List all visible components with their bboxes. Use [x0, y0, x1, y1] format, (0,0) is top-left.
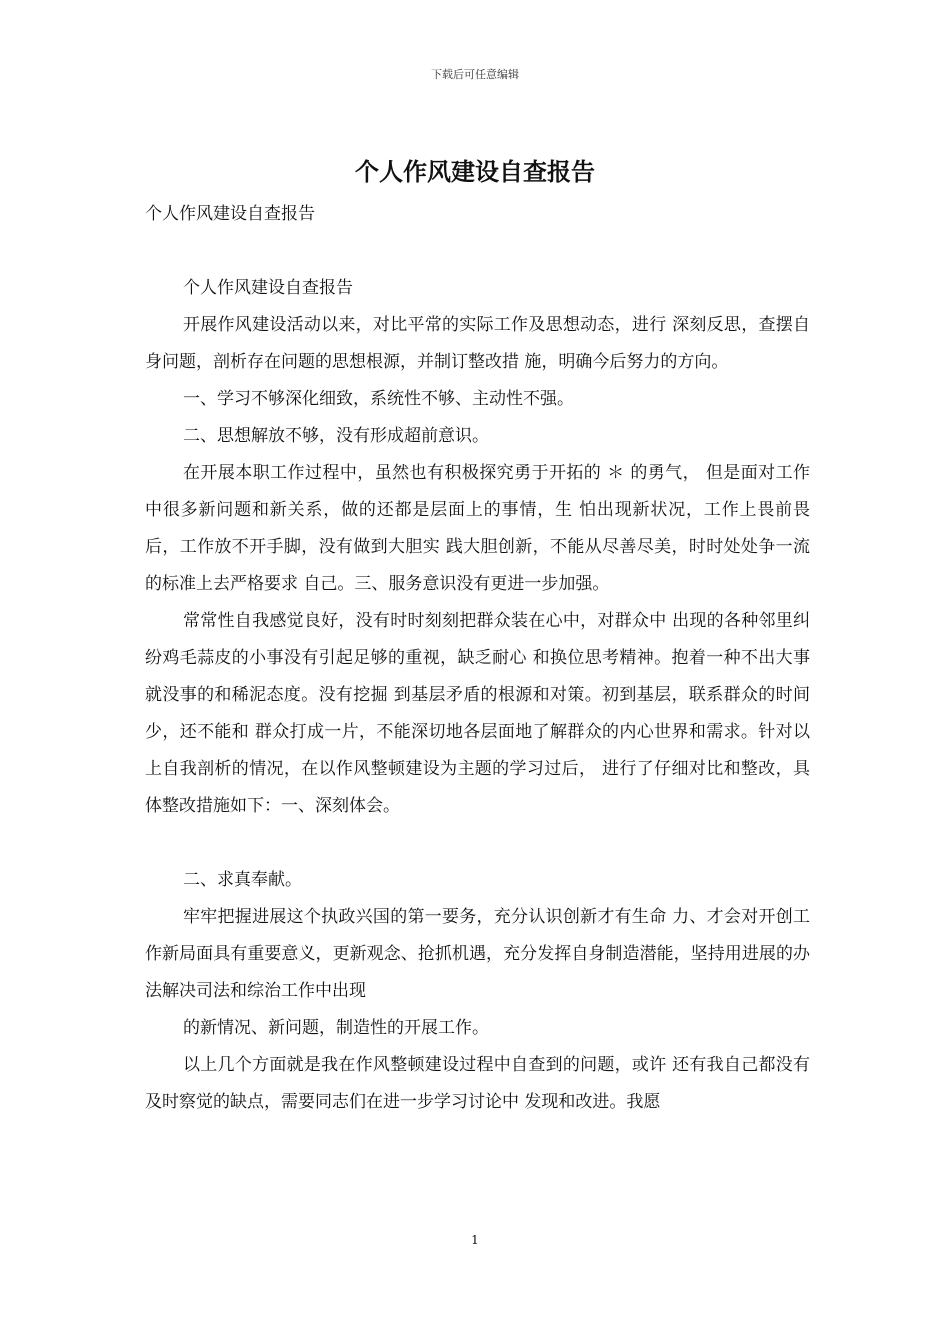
- page-header-note: 下载后可任意编辑: [431, 68, 519, 81]
- paragraph-7: 牢牢把握进展这个执政兴国的第一要务，充分认识创新才有生命 力、才会对开创工作新局面具有重要意义，更新观念、抢抓机遇，充分发挥自身制造潜能，坚持用进展的办法解决司法和综治工作中出现: [145, 907, 810, 1001]
- paragraph-0: 个人作风建设自查报告: [183, 278, 353, 298]
- paragraph-6: 二、求真奉献。: [183, 870, 302, 890]
- paragraph-4: 在开展本职工作过程中，虽然也有积极探究勇于开拓的 ＊ 的勇气， 但是面对工作中很多新问题和新关系，做的还都是层面上的事情，生 怕出现新状况，工作上畏前畏后，工作放不开手脚，没有做到大胆实 践大胆创新，不能从尽善尽美，时时处处争一流的标准上去严格要求 自己。三、服务意识没有更进一步加强。: [145, 463, 810, 594]
- document-subtitle: 个人作风建设自查报告: [145, 204, 315, 224]
- paragraph-2: 一、学习不够深化细致，系统性不够、主动性不强。: [183, 389, 574, 409]
- document-body: [145, 196, 810, 1121]
- paragraph-5: 常常性自我感觉良好，没有时时刻刻把群众装在心中，对群众中 出现的各种邻里纠纷鸡毛蒜皮的小事没有引起足够的重视，缺乏耐心 和换位思考精神。抱着一种不出大事就没事的和稀泥态度。没有挖掘 到基层矛盾的根源和对策。初到基层，联系群众的时间少，还不能和 群众打成一片，不能深切地各层面地了解群众的内心世界和需求。针对以上自我剖析的情况，在以作风整顿建设为主题的学习过后， 进行了仔细对比和整改，具体整改措施如下：一、深刻体会。: [145, 611, 810, 816]
- paragraph-9: 以上几个方面就是我在作风整顿建设过程中自查到的问题，或许 还有我自己都没有及时察觉的缺点，需要同志们在进一步学习讨论中 发现和改进。我愿: [145, 1055, 810, 1112]
- page-number: 1: [471, 1233, 479, 1247]
- paragraph-8: 的新情况、新问题，制造性的开展工作。: [183, 1018, 489, 1038]
- paragraph-3: 二、思想解放不够，没有形成超前意识。: [183, 426, 489, 446]
- document-title: 个人作风建设自查报告: [355, 157, 595, 186]
- paragraph-1: 开展作风建设活动以来，对比平常的实际工作及思想动态，进行 深刻反思，查摆自身问题，剖析存在问题的思想根源，并制订整改措 施，明确今后努力的方向。: [145, 315, 810, 372]
